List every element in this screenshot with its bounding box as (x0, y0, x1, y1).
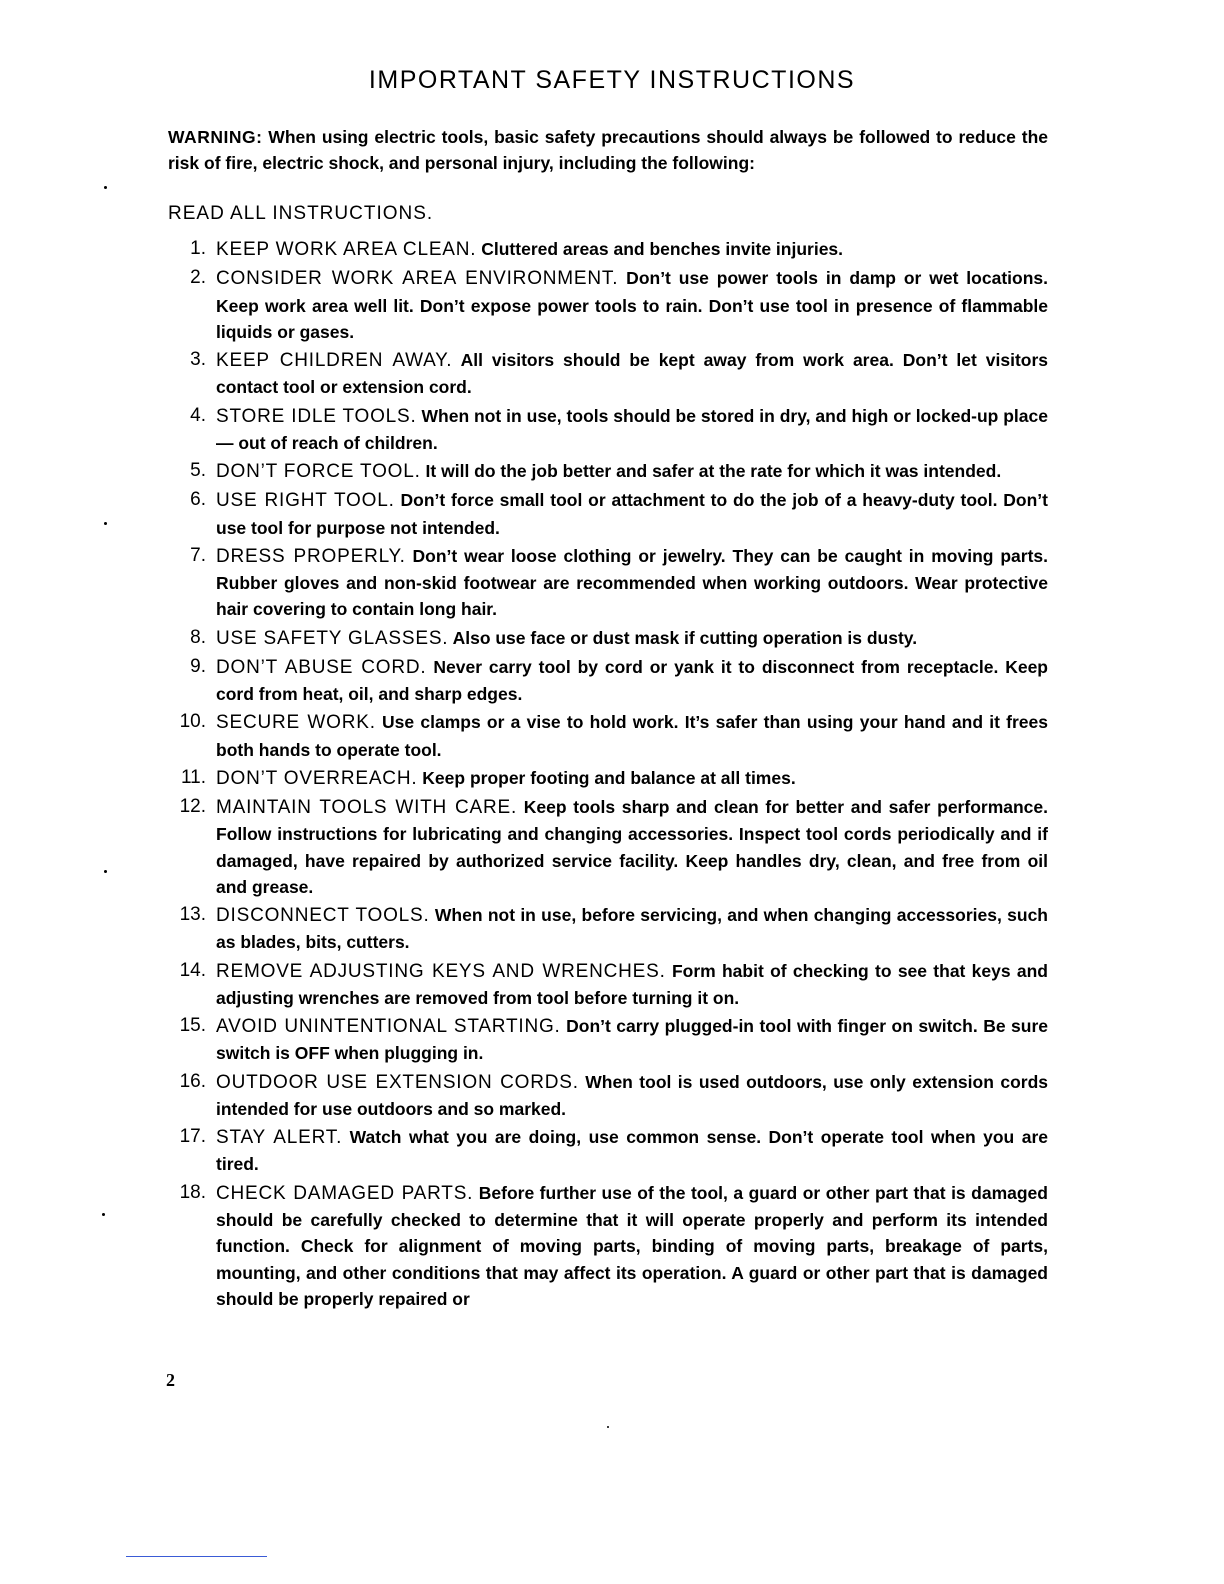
item-number: 14. (179, 959, 206, 981)
list-item (168, 487, 1048, 541)
item-text: Form habit of checking to see that keys and adjusting wrenches are removed from tool before turning it on. (216, 960, 1048, 1008)
item-number: 9. (190, 655, 206, 677)
list-item (168, 1124, 1048, 1178)
item-heading: KEEP WORK AREA CLEAN. (216, 239, 477, 260)
item-text: Keep proper footing and balance at all times. (417, 767, 796, 788)
item-heading: DON’T ABUSE CORD. (216, 656, 427, 678)
scan-speck (104, 522, 107, 525)
instruction-list (168, 236, 1048, 1314)
item-text: It will do the job better and safer at the rate for which it was intended. (420, 461, 1002, 481)
list-item (168, 265, 1048, 345)
list-item (168, 902, 1048, 956)
read-all-heading: READ ALL INSTRUCTIONS. (168, 203, 434, 224)
item-number: 16. (179, 1070, 206, 1092)
item-heading: KEEP CHILDREN AWAY. (216, 350, 453, 371)
scan-speck (102, 1213, 105, 1216)
item-text: Don’t use power tools in damp or wet locations. Keep work area well lit. Don’t expose power tools to rain. Don’t use tool in presence of flammable liquids or gases. (216, 268, 1048, 342)
list-item (168, 458, 1048, 485)
item-text: When not in use, tools should be stored in dry, and high or locked-up place — out of reach of children. (216, 405, 1048, 453)
item-number: 10. (179, 711, 206, 733)
item-text: All visitors should be kept away from work area. Don’t let visitors contact tool or extension cord. (216, 350, 1048, 398)
item-heading: AVOID UNINTENTIONAL STARTING. (216, 1016, 561, 1037)
warning-paragraph (168, 124, 1048, 176)
scan-speck (104, 186, 107, 189)
list-item (168, 654, 1048, 708)
list-item (168, 236, 1048, 263)
item-heading: USE RIGHT TOOL. (216, 490, 395, 512)
item-number: 3. (190, 349, 206, 370)
item-heading: DISCONNECT TOOLS. (216, 905, 430, 926)
item-number: 5. (190, 460, 206, 481)
page-number: 2 (166, 1370, 175, 1390)
item-number: 8. (190, 626, 206, 648)
item-number: 2. (190, 267, 206, 289)
item-number: 1. (190, 238, 206, 259)
page-title: IMPORTANT SAFETY INSTRUCTIONS (368, 66, 856, 94)
item-text: Don’t wear loose clothing or jewelry. They can be caught in moving parts. Rubber gloves and non-skid footwear are recommended when working outdoors. Wear protective hair covering to contain long hair. (216, 545, 1048, 620)
item-text: Watch what you are doing, use common sense. Don’t operate tool when you are tired. (216, 1127, 1048, 1175)
item-number: 17. (179, 1126, 206, 1147)
list-item (168, 958, 1048, 1012)
list-item (168, 1013, 1048, 1067)
item-heading: CONSIDER WORK AREA ENVIRONMENT. (216, 268, 619, 290)
list-item (168, 794, 1048, 901)
item-number: 7. (190, 544, 206, 566)
item-number: 11. (180, 766, 206, 788)
item-text: When tool is used outdoors, use only extension cords intended for use outdoors and so marked. (216, 1071, 1048, 1119)
item-number: 12. (179, 795, 206, 817)
item-text: Before further use of the tool, a guard or other part that is damaged should be carefully checked to determine that it will operate properly and perform its intended function. Check for alignment of moving parts, binding of moving parts, breakage of parts, mounting, and other conditions that may affect its operation. A guard or other part that is damaged should be properly repaired or (216, 1182, 1048, 1310)
list-item (168, 1180, 1048, 1313)
list-item (168, 403, 1048, 457)
item-text: Don’t carry plugged-in tool with finger on switch. Be sure switch is OFF when plugging in. (216, 1016, 1048, 1064)
item-heading: OUTDOOR USE EXTENSION CORDS. (216, 1071, 579, 1093)
list-item (168, 625, 1048, 652)
list-item (168, 1069, 1048, 1123)
list-item (168, 709, 1048, 763)
item-number: 6. (190, 489, 206, 511)
item-number: 18. (179, 1181, 206, 1203)
list-item (168, 543, 1048, 623)
item-text: Also use face or dust mask if cutting operation is dusty. (448, 627, 918, 648)
item-heading: DON’T FORCE TOOL. (216, 461, 421, 482)
scan-speck (607, 1426, 609, 1428)
item-text: Never carry tool by cord or yank it to disconnect from receptacle. Keep cord from heat, oil, and sharp edges. (216, 656, 1048, 704)
warning-text: When using electric tools, basic safety precautions should always be followed to reduce the risk of fire, electric shock, and personal injury, including the following: (168, 127, 1048, 173)
item-text: When not in use, before servicing, and when changing accessories, such as blades, bits, cutters. (216, 905, 1048, 953)
scan-speck (104, 870, 107, 873)
item-number: 13. (179, 904, 206, 925)
bottom-rule (126, 1556, 267, 1557)
item-text: Keep tools sharp and clean for better and safer performance. Follow instructions for lubricating and changing accessories. Inspect tool cords periodically and if damaged, have repaired by authorized service facility. Keep handles dry, clean, and free from oil and grease. (216, 796, 1048, 897)
list-item (168, 347, 1048, 401)
item-number: 15. (179, 1015, 206, 1036)
item-heading: STORE IDLE TOOLS. (216, 405, 417, 427)
item-heading: DRESS PROPERLY. (216, 545, 406, 567)
item-heading: MAINTAIN TOOLS WITH CARE. (216, 796, 518, 818)
item-number: 4. (190, 404, 206, 426)
item-text: Cluttered areas and benches invite injuries. (476, 239, 844, 259)
list-item (168, 765, 1048, 792)
warning-label: WARNING: (168, 127, 263, 147)
item-text: Use clamps or a vise to hold work. It’s safer than using your hand and it frees both hands to operate tool. (216, 712, 1048, 760)
item-heading: CHECK DAMAGED PARTS. (216, 1182, 474, 1204)
item-heading: REMOVE ADJUSTING KEYS AND WRENCHES. (216, 960, 666, 982)
item-heading: STAY ALERT. (216, 1127, 343, 1148)
item-text: Don’t force small tool or attachment to do the job of a heavy-duty tool. Don’t use tool for purpose not intended. (216, 490, 1048, 538)
item-heading: USE SAFETY GLASSES. (216, 627, 449, 649)
item-heading: DON’T OVERREACH. (216, 767, 418, 789)
item-heading: SECURE WORK. (216, 712, 376, 734)
